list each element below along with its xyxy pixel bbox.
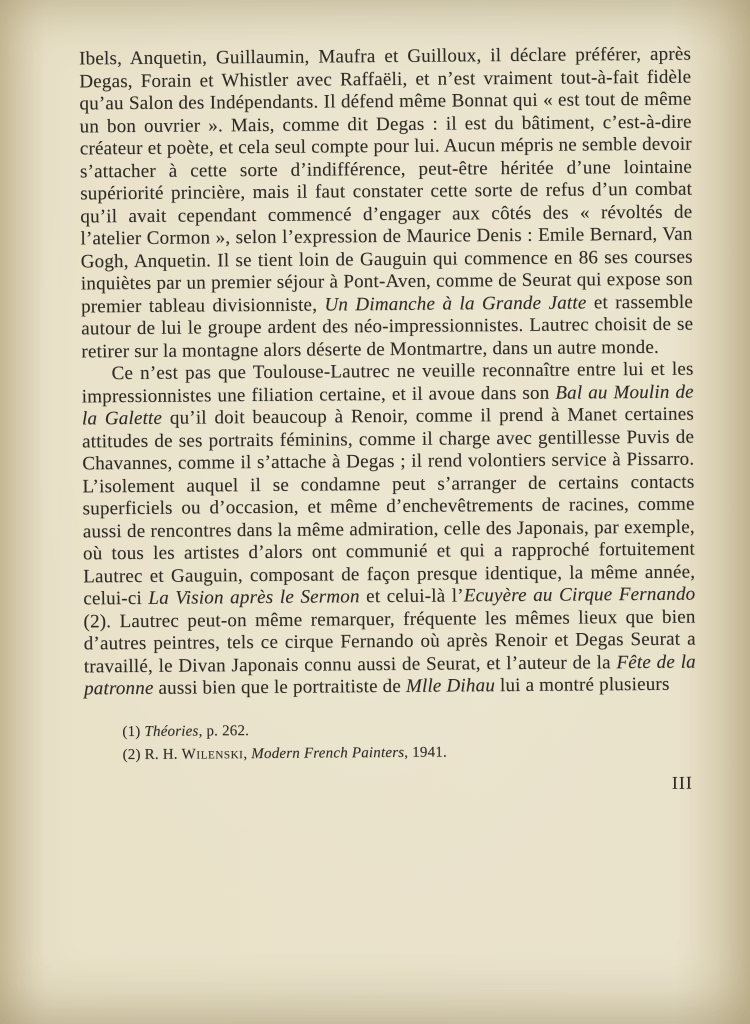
- body-paragraph-1: Ibels, Anquetin, Guillaumin, Maufra et Guilloux, il déclare préférer, après Degas, Forain et Whistler avec Raffaëli, et n’est vraiment tout-à-fait fidèle qu’au Salon des Indépendants. Il défend même Bonnat qui « est tout de même un bon ouvrier ». Mais, comme dit Degas : il est du bâtiment, c’est-à-dire créateur et poète, et cela seul compte pour lui. Aucun mépris ne semble devoir s’attacher à cette sorte d’indifférence, peut-être héritée d’une lointaine supériorité princière, mais il faut constater cette sorte de refus d’un combat qu’il avait cependant commencé d’engager aux côtés des « révoltés de l’atelier Cormon », selon l’expression de Maurice Denis : Emile Bernard, Van Gogh, Anquetin. Il se tient loin de Gauguin qui commence en 86 ses courses inquiètes par un premier séjour à Pont-Aven, comme de Seurat qui expose son premier tableau divisionniste, Un Dimanche à la Grande Jatte et rassemble autour de lui le groupe ardent des néo-impressionnistes. Lautrec choisit de se retirer sur la montagne alors déserte de Montmartre, dans un autre monde.: [79, 43, 694, 362]
- footnotes-section: [84, 716, 696, 767]
- book-page: [79, 44, 697, 798]
- page-number: III: [671, 772, 693, 793]
- footnote-1: (1) Théories, p. 262.: [122, 722, 250, 740]
- footnote-2: (2) R. H. Wilenski, Modern French Painters, 1941.: [122, 744, 447, 763]
- body-paragraph-2: Ce n’est pas que Toulouse-Lautrec ne veuille reconnaître entre lui et les impressionnistes une filiation certaine, et il avoue dans son Bal au Moulin de la Galette qu’il doit beaucoup à Renoir, comme il prend à Manet certaines attitudes de ses portraits féminins, comme il charge avec gentillesse Puvis de Chavannes, comme il s’attache à Degas ; il rend volontiers service à Pissarro. L’isolement auquel il se condamne peut s’arranger de certains contacts superficiels ou d’occasion, et même d’enchevêtrements de racines, comme aussi de rencontres dans la même admiration, celle des Japonais, par exemple, où tous les artistes d’alors ont communié et qui a rapproché fortuitement Lautrec et Gauguin, composant de façon presque identique, la même année, celui-ci La Vision après le Sermon et celui-là l’Ecuyère au Cirque Fernando (2). Lautrec peut-on même remarquer, fréquente les mêmes lieux que bien d’autres peintres, tels ce cirque Fernando où après Renoir et Degas Seurat a travaillé, le Divan Japonais connu aussi de Seurat, et l’auteur de la Fête de la patronne aussi bien que le portraitiste de Mlle Dihau lui a montré plusieurs: [81, 358, 696, 700]
